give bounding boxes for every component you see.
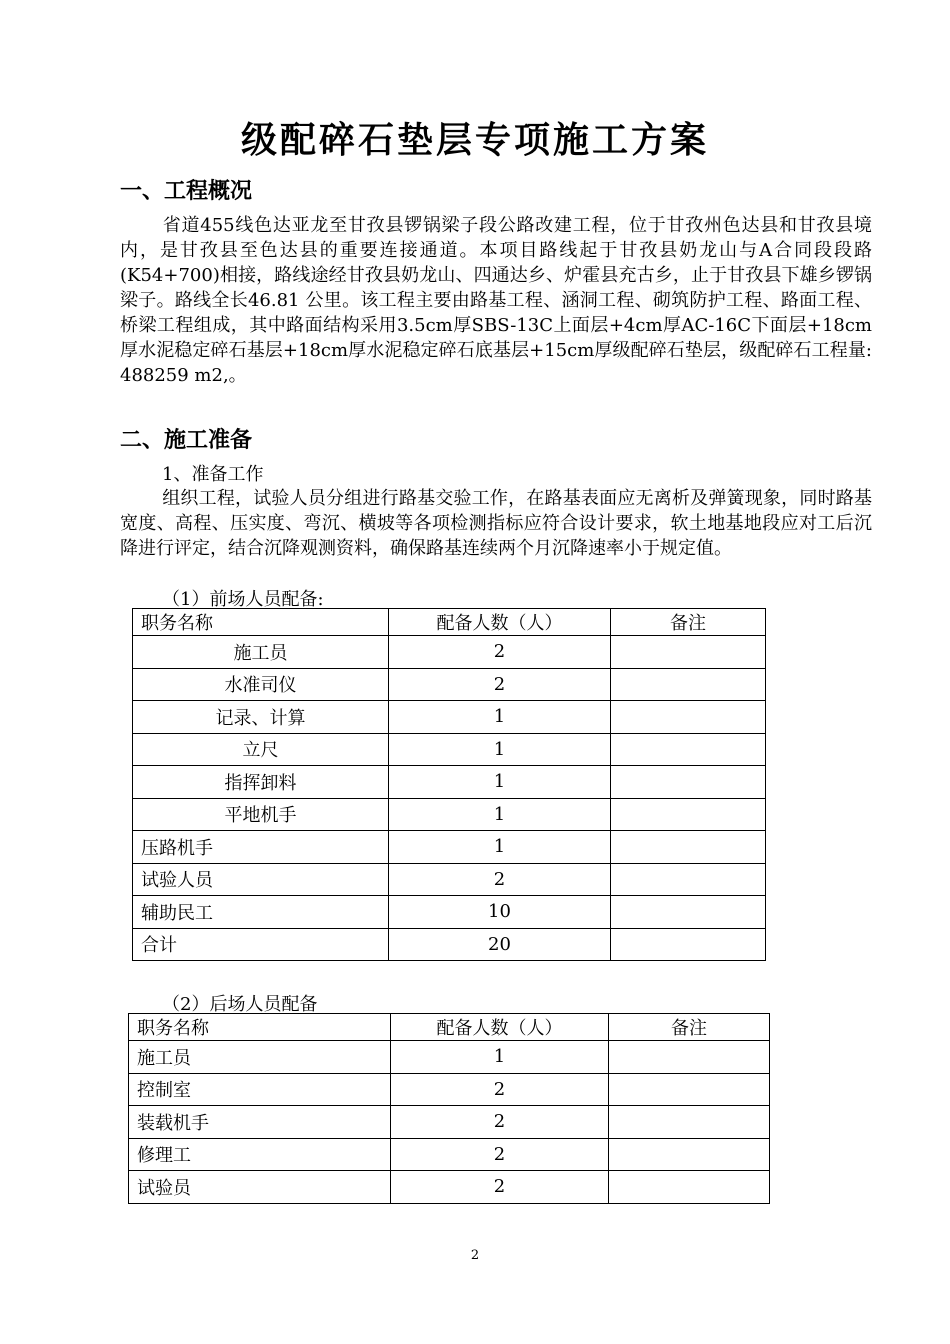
header-cell: 职务名称 bbox=[129, 1014, 391, 1041]
table-row bbox=[129, 1041, 770, 1074]
cell-note bbox=[611, 668, 766, 701]
section-heading-overview: 一、工程概况 bbox=[120, 178, 253, 204]
cell-note bbox=[611, 928, 766, 961]
cell-note bbox=[611, 701, 766, 734]
preparation-paragraph-text: 组织工程，试验人员分组进行路基交验工作，在路基表面应无离析及弹簧现象，同时路基宽度、高程、压实度、弯沉、横坡等各项检测指标应符合设计要求，软土地基地段应对工后沉降进行评定，结合沉降观测资料，确保路基连续两个月沉降速率小于规定值。 bbox=[120, 488, 872, 559]
cell-name: 合计 bbox=[133, 928, 389, 961]
overview-paragraph bbox=[120, 213, 872, 388]
cell-note bbox=[611, 863, 766, 896]
table-row bbox=[133, 766, 766, 799]
table-row bbox=[133, 636, 766, 669]
cell-note bbox=[609, 1138, 770, 1171]
cell-note bbox=[609, 1171, 770, 1204]
cell-count: 1 bbox=[389, 831, 611, 864]
cell-count: 2 bbox=[391, 1106, 609, 1139]
cell-count: 1 bbox=[389, 701, 611, 734]
cell-note bbox=[611, 831, 766, 864]
cell-count: 2 bbox=[389, 636, 611, 669]
cell-count: 1 bbox=[389, 733, 611, 766]
table-row bbox=[129, 1138, 770, 1171]
header-cell: 职务名称 bbox=[133, 609, 389, 636]
table-header-row bbox=[133, 609, 766, 636]
table-row bbox=[129, 1106, 770, 1139]
header-cell: 配备人数（人） bbox=[389, 609, 611, 636]
table2-caption: （2）后场人员配备 bbox=[162, 994, 318, 1015]
cell-count: 2 bbox=[389, 668, 611, 701]
cell-note bbox=[609, 1041, 770, 1074]
table-row bbox=[133, 831, 766, 864]
preparation-paragraph bbox=[120, 486, 872, 561]
overview-paragraph-text: 省道455线色达亚龙至甘孜县锣锅梁子段公路改建工程，位于甘孜州色达县和甘孜县境内，是甘孜县至色达县的重要连接通道。本项目路线起于甘孜县奶龙山与A合同段段路(K54+700)相接，路线途经甘孜县奶龙山、四通达乡、炉霍县充古乡，止于甘孜县下雄乡锣锅梁子。路线全长46.81 公里。该工程主要由路基工程、涵洞工程、砌筑防护工程、路面工程、桥梁工程组成，其中路面结构采用3.5cm厚SBS-13C上面层+4cm厚AC-16C下面层+18cm厚水泥稳定碎石基层+18cm厚水泥稳定碎石底基层+15cm厚级配碎石垫层，级配碎石工程量: 488259 m2,。 bbox=[120, 215, 872, 386]
cell-note bbox=[611, 766, 766, 799]
cell-count: 1 bbox=[389, 798, 611, 831]
cell-count: 1 bbox=[391, 1041, 609, 1074]
cell-count: 20 bbox=[389, 928, 611, 961]
subheading-preparation-work: 1、准备工作 bbox=[162, 464, 264, 485]
cell-note bbox=[611, 733, 766, 766]
document-title: 级配碎石垫层专项施工方案 bbox=[240, 119, 709, 161]
cell-count: 10 bbox=[389, 896, 611, 929]
cell-note bbox=[611, 636, 766, 669]
table-row bbox=[133, 701, 766, 734]
cell-name: 压路机手 bbox=[133, 831, 389, 864]
table1-caption: （1）前场人员配备: bbox=[162, 589, 324, 610]
cell-note bbox=[611, 798, 766, 831]
cell-name: 指挥卸料 bbox=[133, 766, 389, 799]
cell-count: 2 bbox=[391, 1138, 609, 1171]
table-row bbox=[129, 1171, 770, 1204]
header-cell: 备注 bbox=[609, 1014, 770, 1041]
cell-note bbox=[609, 1073, 770, 1106]
back-staff-table bbox=[128, 1013, 770, 1204]
cell-name: 记录、计算 bbox=[133, 701, 389, 734]
cell-name: 控制室 bbox=[129, 1073, 391, 1106]
cell-name: 水准司仪 bbox=[133, 668, 389, 701]
cell-name: 装载机手 bbox=[129, 1106, 391, 1139]
header-cell: 备注 bbox=[611, 609, 766, 636]
cell-name: 施工员 bbox=[129, 1041, 391, 1074]
cell-name: 立尺 bbox=[133, 733, 389, 766]
front-staff-table bbox=[132, 608, 766, 961]
cell-name: 平地机手 bbox=[133, 798, 389, 831]
cell-name: 试验人员 bbox=[133, 863, 389, 896]
cell-name: 修理工 bbox=[129, 1138, 391, 1171]
cell-name: 辅助民工 bbox=[133, 896, 389, 929]
cell-name: 施工员 bbox=[133, 636, 389, 669]
table-row bbox=[133, 896, 766, 929]
cell-count: 2 bbox=[391, 1171, 609, 1204]
cell-count: 1 bbox=[389, 766, 611, 799]
cell-count: 2 bbox=[389, 863, 611, 896]
table-header-row bbox=[129, 1014, 770, 1041]
table-row bbox=[129, 1073, 770, 1106]
cell-count: 2 bbox=[391, 1073, 609, 1106]
cell-note bbox=[609, 1106, 770, 1139]
table-row bbox=[133, 668, 766, 701]
section-heading-preparation: 二、施工准备 bbox=[120, 427, 253, 453]
table-row bbox=[133, 733, 766, 766]
cell-note bbox=[611, 896, 766, 929]
table-row bbox=[133, 863, 766, 896]
cell-name: 试验员 bbox=[129, 1171, 391, 1204]
header-cell: 配备人数（人） bbox=[391, 1014, 609, 1041]
table-row-total bbox=[133, 928, 766, 961]
table-row bbox=[133, 798, 766, 831]
page-number: 2 bbox=[470, 1248, 480, 1263]
